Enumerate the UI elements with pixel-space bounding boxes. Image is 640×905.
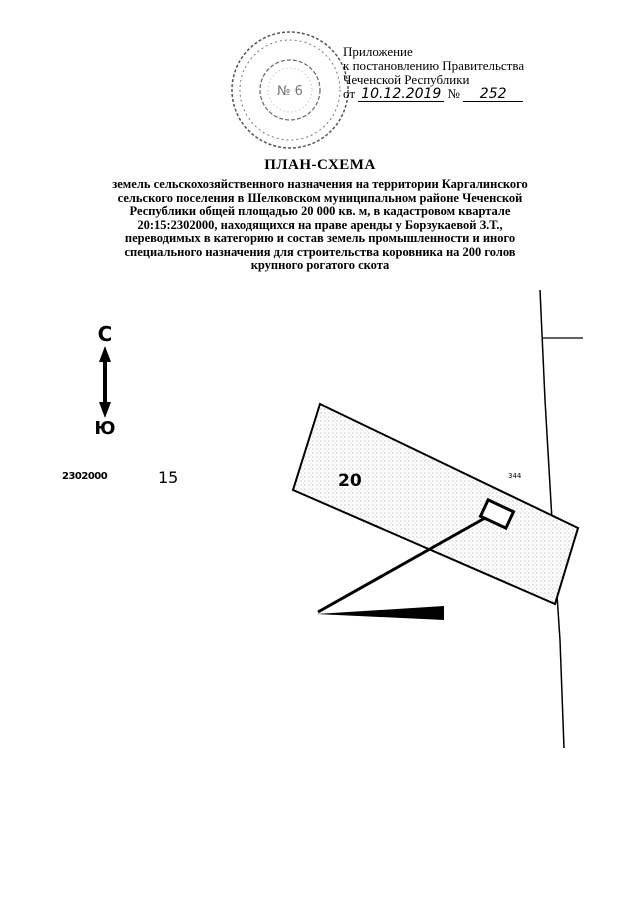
small-label: 344 (508, 472, 522, 480)
appendix-line-3: Чеченской Республики (343, 72, 470, 87)
area-number-label: 15 (158, 468, 179, 487)
subtitle-line: сельского поселения в Шелковском муниципальном районе Чеченской (117, 190, 523, 205)
official-seal (228, 28, 356, 153)
appendix-date-line (343, 87, 628, 102)
number-value: 252 (463, 87, 523, 102)
number-prefix: № (447, 86, 460, 101)
date-value: 10.12.2019 (358, 87, 444, 102)
document-title: ПЛАН-СХЕМА (264, 157, 376, 173)
subtitle-line: земель сельскохозяйственного назначения на территории Каргалинского (112, 177, 528, 191)
north-letter: С (97, 322, 113, 346)
appendix-line-1: Приложение (343, 44, 413, 59)
pointer-triangle (316, 606, 444, 620)
cadastral-map (0, 280, 640, 760)
parcel-number-label: 20 (338, 471, 362, 491)
subtitle-line: крупного рогатого скота (250, 258, 390, 272)
south-letter: Ю (94, 418, 116, 439)
seal-number: № 6 (277, 84, 303, 99)
document-subtitle (55, 178, 585, 273)
subtitle-line: 20:15:2302000, находящихся на праве аренды у Борзукаевой З.Т., (137, 217, 503, 232)
subtitle-line: Республики общей площадью 20 000 кв. м, в кадастровом квартале (129, 204, 511, 218)
land-parcel (293, 404, 578, 604)
quarter-label: 2302000 (62, 471, 108, 482)
subtitle-line: переводимых в категорию и состав земель промышленности и иного (124, 231, 516, 245)
date-prefix: от (343, 86, 356, 101)
subtitle-line: специального назначения для строительства коровника на 200 голов (124, 244, 516, 259)
appendix-block (343, 45, 628, 102)
appendix-line-2: к постановлению Правительства (343, 58, 525, 73)
